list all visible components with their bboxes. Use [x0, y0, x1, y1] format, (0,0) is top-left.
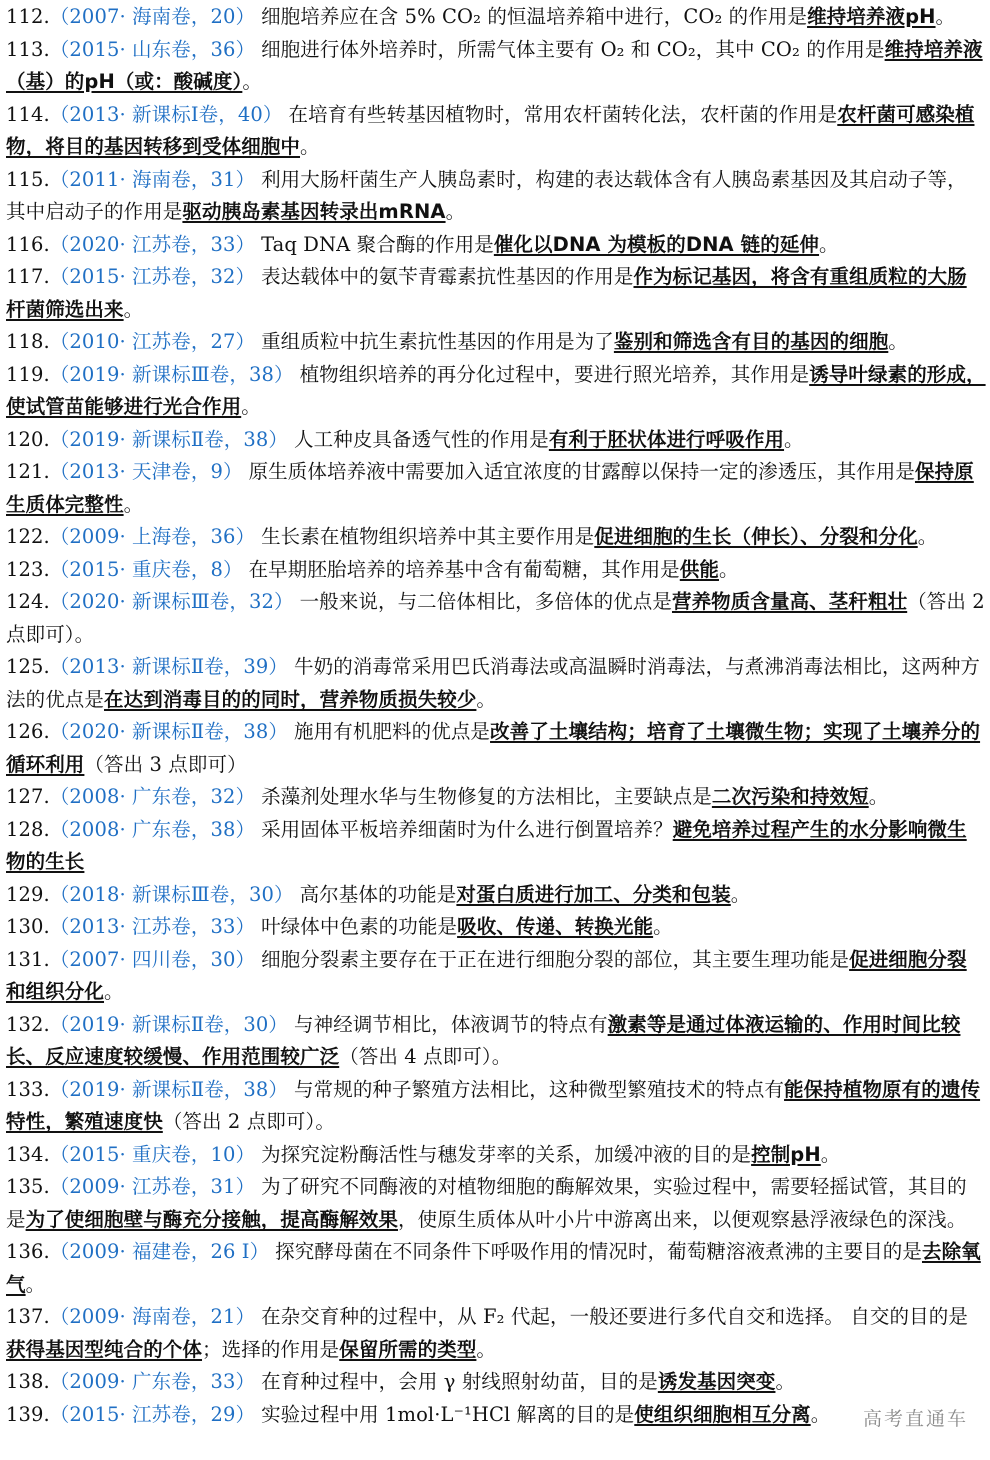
question-text: 。: [123, 297, 144, 321]
question-text: 植物组织培养的再分化过程中，要进行照光培养，其作用是: [299, 362, 810, 386]
question-text: 。: [476, 1337, 497, 1361]
answer-text: 获得基因型纯合的个体: [6, 1337, 203, 1361]
list-item: [6, 1399, 986, 1432]
item-number: 135.: [6, 1175, 50, 1198]
list-item: [6, 1236, 986, 1301]
list-item: [6, 911, 986, 944]
question-text: 为探究淀粉酶活性与穗发芽率的关系，加缓冲液的目的是: [261, 1142, 752, 1166]
source-citation: （2019· 新课标Ⅱ卷，30）: [49, 1012, 289, 1036]
answer-text: 作为标记基因，将含有重组质粒的大肠杆菌筛选出来: [6, 265, 967, 321]
question-text: 。: [718, 557, 739, 581]
item-number: 115.: [6, 167, 50, 191]
question-text: 叶绿体中色素的功能是: [261, 915, 458, 938]
question-text: 人工种皮具备透气性的作用是: [294, 427, 549, 451]
source-citation: （2007· 海南卷，20）: [49, 5, 256, 28]
list-item: [6, 651, 986, 716]
answer-text: 保持原生质体完整性: [6, 460, 974, 516]
source-citation: （2007· 四川卷，30）: [49, 947, 256, 971]
question-text: 。: [241, 395, 261, 418]
item-number: 132.: [6, 1012, 50, 1036]
source-citation: （2015· 重庆卷，10）: [49, 1142, 256, 1166]
answer-text: 改善了土壤结构；培育了土壤微生物；实现了土壤养分的循环利用: [6, 720, 981, 776]
question-text: 采用固体平板培养细菌时为什么进行倒置培养？: [261, 817, 673, 841]
answer-text: 避免培养过程产生的水分影响微生物的生长: [6, 817, 967, 873]
question-text: ；选择的作用是: [202, 1337, 340, 1361]
item-number: 137.: [6, 1305, 50, 1328]
answer-text: 吸收、传递、转换光能: [457, 915, 654, 938]
item-number: 127.: [6, 785, 50, 808]
question-text: 。: [810, 1402, 831, 1426]
question-text: （答出 2 点即可）。: [6, 590, 985, 646]
question-text: 。: [300, 135, 320, 158]
answer-text: 促进细胞分裂和组织分化: [6, 947, 967, 1003]
answer-text: 二次污染和持效短: [711, 785, 869, 808]
list-item: [6, 1366, 986, 1399]
list-item: [6, 814, 986, 879]
source-citation: （2015· 山东卷，36）: [49, 37, 256, 61]
question-text: 细胞分裂素主要存在于正在进行细胞分裂的部位，其主要生理功能是: [261, 947, 850, 971]
item-number: 133.: [6, 1077, 50, 1101]
source-citation: （2009· 广东卷，33）: [49, 1370, 256, 1393]
question-text: 施用有机肥料的优点是: [294, 720, 491, 743]
source-citation: （2015· 重庆卷，8）: [49, 557, 243, 581]
answer-text: 催化以DNA 为模板的DNA 链的延伸: [493, 232, 820, 256]
answer-text: 营养物质含量高、茎秆粗壮: [671, 590, 908, 613]
item-number: 134.: [6, 1142, 50, 1166]
question-text: Taq DNA 聚合酶的作用是: [261, 232, 494, 256]
source-citation: （2019· 新课标Ⅲ卷，38）: [49, 362, 294, 386]
item-number: 122.: [6, 525, 50, 548]
question-text: 。: [868, 785, 889, 808]
item-number: 117.: [6, 265, 50, 288]
item-number: 118.: [6, 330, 50, 353]
question-text: 牛奶的消毒常采用巴氏消毒法或高温瞬时消毒法，与煮沸消毒法相比，这两种方法的优点是: [6, 655, 981, 711]
question-text: 。: [820, 1142, 841, 1166]
list-item: [6, 1074, 986, 1139]
answer-text: 农杆菌可感染植物，将目的基因转移到受体细胞中: [6, 102, 975, 158]
item-number: 131.: [6, 947, 50, 971]
answer-text: 能保持植物原有的遗传特性，繁殖速度快: [6, 1077, 981, 1133]
item-number: 123.: [6, 557, 50, 581]
list-item: [6, 944, 986, 1009]
answer-text: 使组织细胞相互分离: [634, 1402, 811, 1426]
answer-text: 驱动胰岛素基因转录出mRNA: [182, 200, 446, 223]
answer-text: 保留所需的类型: [339, 1337, 477, 1361]
list-item: [6, 521, 986, 554]
source-citation: （2015· 江苏卷，32）: [49, 265, 256, 288]
question-text: 。: [730, 882, 751, 906]
item-number: 138.: [6, 1370, 50, 1393]
source-citation: （2015· 江苏卷，29）: [49, 1402, 256, 1426]
answer-text: 鉴别和筛选含有目的基因的细胞: [613, 330, 889, 353]
list-item: [6, 1139, 986, 1172]
question-text: 与神经调节相比，体液调节的特点有: [294, 1012, 608, 1036]
question-text: 。: [888, 330, 908, 353]
list-item: [6, 34, 986, 99]
list-item: [6, 1171, 986, 1236]
source-citation: （2013· 新课标Ⅱ卷，39）: [49, 655, 289, 678]
question-text: 。: [104, 980, 124, 1003]
question-text: 杀藻剂处理水华与生物修复的方法相比，主要缺点是: [261, 785, 712, 808]
question-text: 。: [819, 232, 839, 256]
source-citation: （2019· 新课标Ⅱ卷，38）: [49, 1077, 289, 1101]
question-text: 。: [935, 5, 956, 28]
question-text: 在培育有些转基因植物时，常用农杆菌转化法，农杆菌的作用是: [288, 102, 838, 126]
item-number: 114.: [6, 102, 50, 126]
source-citation: （2009· 江苏卷，31）: [49, 1175, 256, 1198]
watermark: 高考直通车: [862, 1408, 968, 1430]
answer-text: 维持培养液pH: [807, 5, 936, 28]
answer-text: 诱发基因突变: [657, 1370, 776, 1393]
question-text: 一般来说，与二倍体相比，多倍体的优点是: [299, 590, 672, 613]
source-citation: （2009· 海南卷，21）: [49, 1305, 256, 1328]
question-text: 高尔基体的功能是: [299, 882, 457, 906]
question-text: 为了研究不同酶液的对植物细胞的酶解效果，实验过程中，需要轻摇试管，其目的是: [6, 1175, 967, 1231]
question-text: 生长素在植物组织培养中其主要作用是: [261, 525, 595, 548]
item-number: 116.: [6, 232, 50, 256]
answer-text: 控制pH: [751, 1142, 821, 1166]
question-text: 利用大肠杆菌生产人胰岛素时，构建的表达载体含有人胰岛素基因及其启动子等，其中启动子的作用是: [6, 167, 967, 223]
item-number: 129.: [6, 882, 50, 906]
answer-text: 去除氧气: [6, 1240, 981, 1296]
question-text: 实验过程中用 1mol·L⁻¹HCl 解离的目的是: [261, 1402, 635, 1426]
answer-text: 维持培养液（基）的pH（或：酸碱度）: [6, 37, 983, 93]
question-text: 。: [123, 492, 144, 516]
question-text: （答出 2 点即可）。: [162, 1110, 335, 1133]
source-citation: （2011· 海南卷，31）: [49, 167, 256, 191]
list-item: [6, 326, 986, 359]
question-text: 。: [476, 687, 497, 711]
question-text: 。: [775, 1370, 796, 1393]
list-item: [6, 1301, 986, 1366]
answer-text: 促进细胞的生长（伸长）、分裂和分化: [594, 525, 918, 548]
list-item: [6, 424, 986, 457]
question-text: 原生质体培养液中需要加入适宜浓度的甘露醇以保持一定的渗透压，其作用是: [248, 460, 915, 483]
source-citation: （2013· 新课标Ⅰ卷，40）: [49, 102, 283, 126]
answer-text: 为了使细胞壁与酶充分接触，提高酶解效果: [25, 1207, 399, 1231]
source-citation: （2019· 新课标Ⅱ卷，38）: [49, 427, 289, 451]
question-text: ，使原生质体从叶小片中游离出来，以便观察悬浮液绿色的深浅。: [398, 1207, 967, 1231]
question-text: 。: [445, 200, 466, 223]
question-text: 。: [917, 525, 938, 548]
question-text: （答出 3 点即可）: [84, 752, 247, 776]
question-text: 在早期胚胎培养的培养基中含有葡萄糖，其作用是: [248, 557, 680, 581]
answer-text: 诱导叶绿素的形成，使试管苗能够进行光合作用: [6, 362, 986, 418]
list-item: [6, 229, 986, 262]
source-citation: （2013· 江苏卷，33）: [49, 915, 256, 938]
item-number: 121.: [6, 460, 50, 483]
question-list: [6, 1, 986, 1431]
item-number: 136.: [6, 1240, 50, 1263]
source-citation: （2010· 江苏卷，27）: [49, 330, 256, 353]
source-citation: （2020· 江苏卷，33）: [49, 232, 256, 256]
list-item: [6, 586, 986, 651]
question-text: 在杂交育种的过程中，从 F₂ 代起，一般还要进行多代自交和选择。 自交的目的是: [261, 1305, 968, 1328]
question-text: 。: [25, 1272, 46, 1296]
list-item: [6, 781, 986, 814]
source-citation: （2020· 新课标Ⅲ卷，32）: [49, 590, 294, 613]
question-text: 。: [242, 70, 262, 93]
item-number: 120.: [6, 427, 50, 451]
question-text: 重组质粒中抗生素抗性基因的作用是为了: [261, 330, 614, 353]
list-item: [6, 359, 986, 424]
item-number: 125.: [6, 655, 50, 678]
item-number: 126.: [6, 720, 50, 743]
item-number: 113.: [6, 37, 50, 61]
question-text: 与常规的种子繁殖方法相比，这种微型繁殖技术的特点有: [294, 1077, 785, 1101]
answer-text: 激素等是通过体液运输的、作用时间比较长、反应速度较缓慢、作用范围较广泛: [6, 1012, 961, 1068]
list-item: [6, 716, 986, 781]
source-citation: （2018· 新课标Ⅲ卷，30）: [49, 882, 294, 906]
question-text: 表达载体中的氨苄青霉素抗性基因的作用是: [261, 265, 634, 288]
answer-text: 对蛋白质进行加工、分类和包装: [456, 882, 731, 906]
item-number: 128.: [6, 817, 50, 841]
list-item: [6, 1, 986, 34]
question-text: 细胞培养应在含 5% CO₂ 的恒温培养箱中进行，CO₂ 的作用是: [261, 5, 808, 28]
source-citation: （2009· 福建卷，26 Ⅰ）: [49, 1240, 270, 1263]
question-text: 。: [653, 915, 673, 938]
list-item: [6, 456, 986, 521]
list-item: [6, 879, 986, 912]
answer-text: 供能: [679, 557, 719, 581]
item-number: 119.: [6, 362, 50, 386]
answer-text: 有利于胚状体进行呼吸作用: [548, 427, 785, 451]
source-citation: （2020· 新课标Ⅱ卷，38）: [49, 720, 289, 743]
question-text: 在育种过程中，会用 γ 射线照射幼苗，目的是: [261, 1370, 658, 1393]
list-item: [6, 261, 986, 326]
item-number: 130.: [6, 915, 50, 938]
list-item: [6, 1009, 986, 1074]
question-text: 细胞进行体外培养时，所需气体主要有 O₂ 和 CO₂，其中 CO₂ 的作用是: [261, 37, 885, 61]
question-text: 探究酵母菌在不同条件下呼吸作用的情况时，葡萄糖溶液煮沸的主要目的是: [275, 1240, 922, 1263]
item-number: 139.: [6, 1402, 50, 1426]
list-item: [6, 554, 986, 587]
list-item: [6, 99, 986, 164]
source-citation: （2008· 广东卷，32）: [49, 785, 256, 808]
source-citation: （2008· 广东卷，38）: [49, 817, 256, 841]
source-citation: （2009· 上海卷，36）: [49, 525, 256, 548]
list-item: [6, 164, 986, 229]
item-number: 112.: [6, 5, 50, 28]
item-number: 124.: [6, 590, 50, 613]
question-text: 。: [784, 427, 804, 451]
answer-text: 在达到消毒目的的同时，营养物质损失较少: [104, 687, 477, 711]
source-citation: （2013· 天津卷，9）: [49, 460, 243, 483]
question-text: （答出 4 点即可）。: [339, 1045, 512, 1068]
